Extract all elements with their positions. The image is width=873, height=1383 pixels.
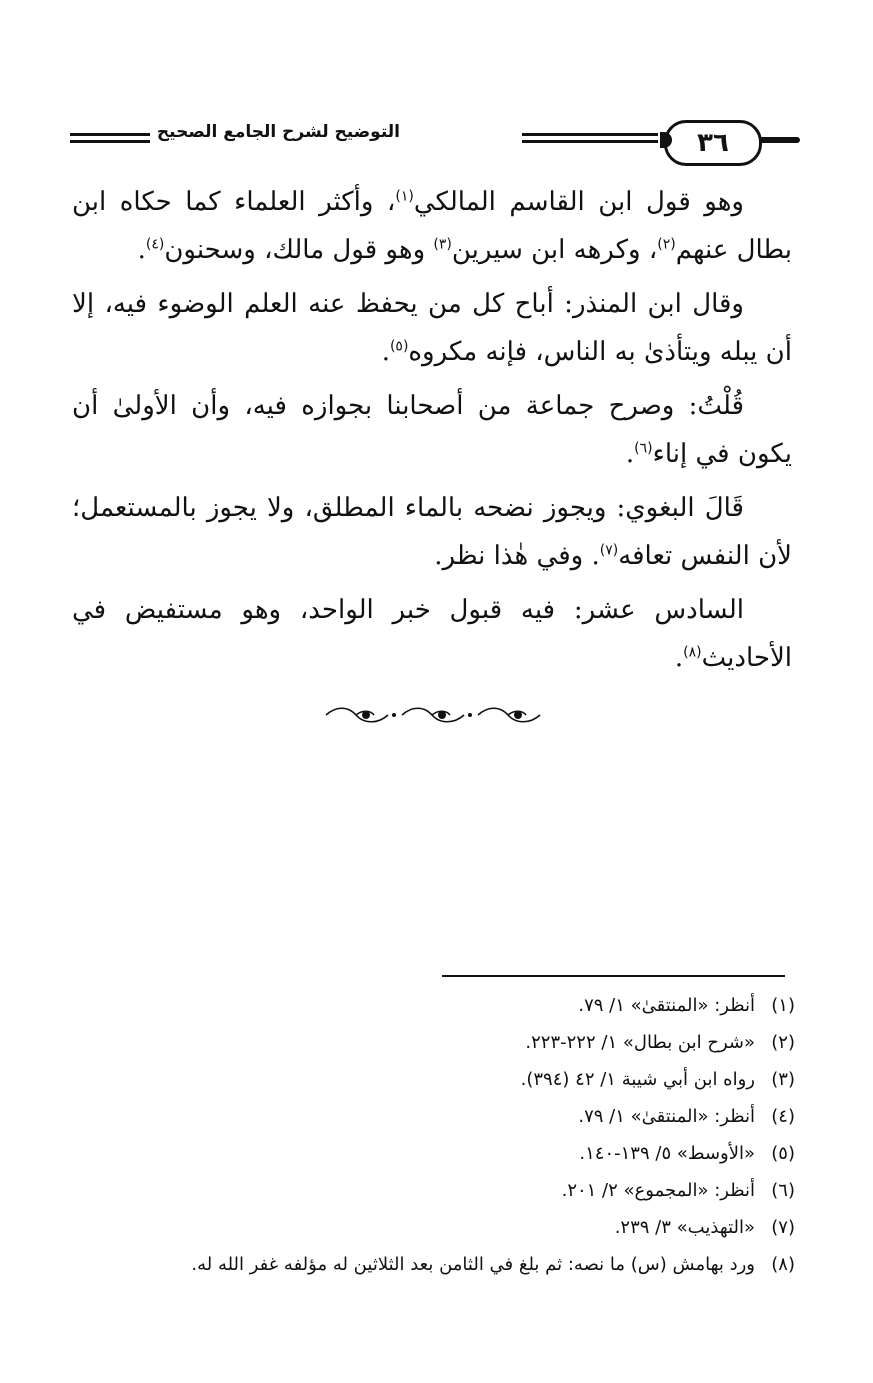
running-header [70, 120, 800, 166]
footnote [75, 1027, 795, 1059]
paragraph [72, 178, 792, 274]
paragraph-text: قَالَ البغوي: ويجوز نضحه بالماء المطلق، ولا يجوز بالمستعمل؛ لأن النفس تعافه [72, 493, 792, 571]
footnote-text: رواه ابن أبي شيبة ١/ ٤٢ (٣٩٤). [520, 1069, 755, 1090]
footnote-number: (٧) [771, 1217, 795, 1238]
footnote-text: «الأوسط» ٥/ ١٣٩-١٤٠. [579, 1143, 755, 1164]
header-rule [70, 133, 150, 136]
footnote [75, 1175, 795, 1207]
footnote-text: أنظر: «المنتقىٰ» ١/ ٧٩. [578, 995, 755, 1016]
footnote-number: (١) [771, 995, 795, 1016]
footnote-number: (٣) [771, 1069, 795, 1090]
footnote-text: ورد بهامش (س) ما نصه: ثم بلغ في الثامن بعد الثلاثين له مؤلفه غفر الله له. [191, 1254, 755, 1275]
footnote-reference: (٦) [634, 440, 653, 457]
paragraph [72, 280, 792, 376]
main-text [72, 178, 792, 688]
paragraph-text: . [381, 337, 390, 367]
header-ornament-tail [758, 137, 800, 143]
page-number: ٣٦ [664, 120, 762, 166]
footnote-reference: (٣) [433, 236, 452, 253]
header-rule [522, 133, 658, 136]
header-rule [522, 140, 658, 143]
footnote-number: (٦) [771, 1180, 795, 1201]
paragraph-text: وهو قول ابن القاسم المالكي [413, 187, 744, 217]
footnote-text: أنظر: «المجموع» ٢/ ٢٠١. [561, 1180, 755, 1201]
footnote [75, 990, 795, 1022]
footnote-number: (٤) [771, 1106, 795, 1127]
footnote-reference: (٢) [657, 236, 676, 253]
paragraph-text: وقال ابن المنذر: أباح كل من يحفظ عنه العلم الوضوء فيه، إلا أن يبله ويتأذىٰ به الناس، فإنه مكروه [72, 289, 792, 367]
footnote [75, 1212, 795, 1244]
paragraph [72, 484, 792, 580]
paragraph-text: . [674, 643, 684, 673]
footnote-separator [442, 975, 785, 977]
footnote-text: «شرح ابن بطال» ١/ ٢٢٢-٢٢٣. [525, 1032, 755, 1053]
header-rule [70, 140, 150, 143]
paragraph-text: . [137, 235, 146, 265]
footnote-reference: (٥) [389, 338, 409, 355]
paragraph-text: . [625, 439, 635, 469]
footnote-reference: (١) [395, 188, 414, 205]
footnote-number: (٨) [771, 1254, 795, 1275]
footnote-number: (٢) [771, 1032, 795, 1053]
paragraph-text: . وفي هٰذا نظر. [434, 541, 600, 571]
footnote-reference: (٧) [599, 542, 619, 559]
footnote [75, 1249, 795, 1281]
footnote-reference: (٨) [683, 644, 702, 661]
footnote-number: (٥) [771, 1143, 795, 1164]
footnote [75, 1064, 795, 1096]
section-divider-ornament [322, 702, 546, 728]
footnotes [75, 990, 795, 1286]
book-title: التوضيح لشرح الجامع الصحيح [156, 122, 400, 142]
footnote [75, 1101, 795, 1133]
paragraph [72, 382, 792, 478]
footnote-text: «التهذيب» ٣/ ٢٣٩. [614, 1217, 755, 1238]
paragraph-text: السادس عشر: فيه قبول خبر الواحد، وهو مستفيض في الأحاديث [72, 595, 792, 673]
paragraph-text: ، وأكثر العلماء كما حكاه ابن بطال عنهم [72, 187, 792, 265]
paragraph-text: وهو قول مالك، وسحنون [164, 235, 434, 265]
paragraph-text: قُلْتُ: وصرح جماعة من أصحابنا بجوازه فيه، وأن الأولىٰ أن يكون في إناء [72, 391, 792, 469]
footnote-reference: (٤) [145, 236, 165, 253]
paragraph-text: ، وكرهه ابن سيرين [451, 235, 658, 265]
footnote [75, 1138, 795, 1170]
footnote-text: أنظر: «المنتقىٰ» ١/ ٧٩. [578, 1106, 755, 1127]
paragraph [72, 586, 792, 682]
